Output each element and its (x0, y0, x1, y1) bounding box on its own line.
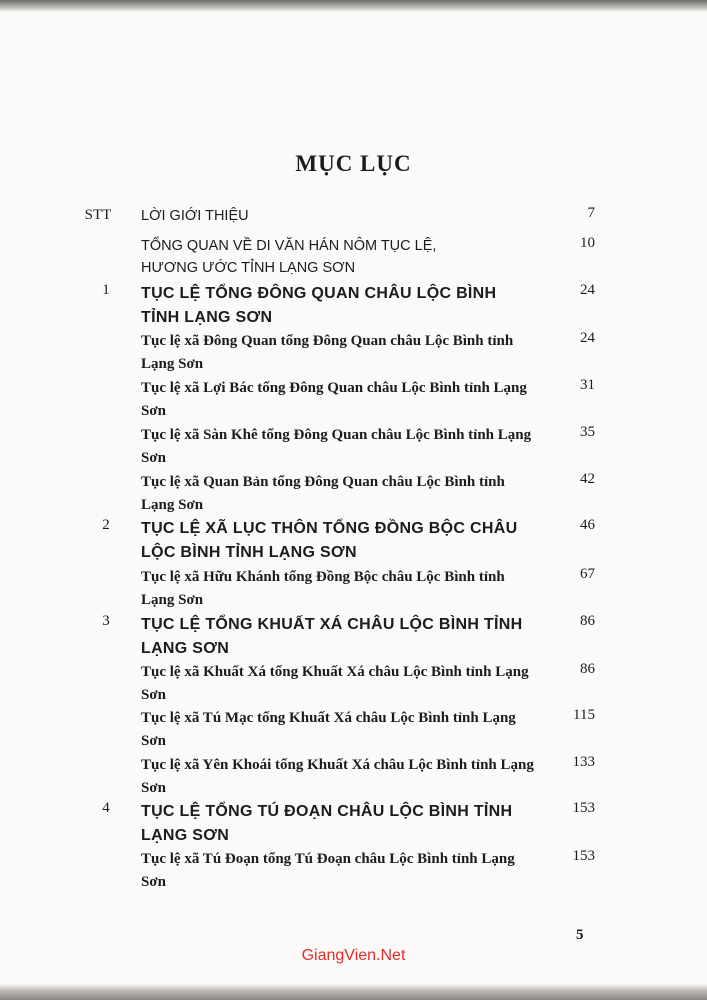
toc-header-stt: STT (84, 207, 112, 223)
toc-entry-page: 86 (580, 661, 595, 677)
page-title: MỤC LỤC (295, 151, 412, 176)
watermark: GiangVien.Net (301, 947, 406, 964)
page-bottom-edge (0, 984, 707, 1000)
toc-entry-page: 46 (580, 517, 595, 533)
toc-entry-number: 3 (102, 613, 110, 629)
toc-entry-page: 31 (580, 377, 595, 393)
toc-entry-page: 115 (573, 707, 595, 723)
toc-entry-title: Tục lệ xã Tú Mạc tổng Khuất Xá châu Lộc Bình tỉnh Lạng Sơn (141, 710, 516, 749)
toc-entry-page: 42 (580, 471, 595, 487)
toc-entry-title: Tục lệ xã Sàn Khê tổng Đông Quan châu Lộc Bình tỉnh Lạng Sơn (141, 427, 532, 466)
toc-entry-page: 24 (580, 282, 595, 298)
toc-entry-page: 7 (587, 205, 595, 221)
toc-entry-page: 153 (572, 800, 595, 816)
toc-entry-title: Tục lệ xã Yên Khoái tổng Khuất Xá châu Lộc Bình tỉnh Lạng Sơn (141, 757, 534, 796)
toc-entry-page: 153 (572, 848, 595, 864)
toc-entry-title: Tục lệ xã Khuất Xá tổng Khuất Xá châu Lộc Bình tỉnh Lạng Sơn (141, 664, 529, 703)
toc-entry-page: 133 (572, 754, 595, 770)
toc-entry-page: 24 (580, 330, 595, 346)
toc-entry-page: 86 (580, 613, 595, 629)
toc-entry-title: Tục lệ xã Quan Bản tổng Đông Quan châu Lộc Bình tỉnh Lạng Sơn (141, 474, 505, 513)
toc-entry-number: 2 (102, 517, 110, 533)
toc-entry-title: Tục lệ xã Đông Quan tổng Đông Quan châu Lộc Bình tỉnh Lạng Sơn (141, 333, 514, 372)
toc-entry-page: 35 (580, 424, 595, 440)
toc-entry-title: TỤC LỆ TỔNG TÚ ĐOẠN CHÂU LỘC BÌNH TỈNH LẠNG SƠN (141, 803, 513, 844)
toc-entry-number: 1 (102, 282, 110, 298)
toc-entry-title: Tục lệ xã Tú Đoạn tổng Tú Đoạn châu Lộc Bình tỉnh Lạng Sơn (141, 851, 515, 890)
page-number: 5 (576, 927, 584, 943)
toc-entry-title: TỔNG QUAN VỀ DI VĂN HÁN NÔM TỤC LỆ, HƯƠNG ƯỚC TỈNH LẠNG SƠN (141, 238, 437, 276)
toc-entry-title: Tục lệ xã Lợi Bác tổng Đông Quan châu Lộc Bình tỉnh Lạng Sơn (141, 380, 527, 419)
toc-entry-title: TỤC LỆ TỔNG ĐÔNG QUAN CHÂU LỘC BÌNH TỈNH LẠNG SƠN (141, 285, 497, 326)
toc-entry-title: TỤC LỆ TỔNG KHUẤT XÁ CHÂU LỘC BÌNH TỈNH LẠNG SƠN (141, 616, 523, 657)
toc-entry-page: 10 (580, 235, 595, 251)
toc-entry-page: 67 (580, 566, 595, 582)
toc-entry-title: Tục lệ xã Hữu Khánh tổng Đồng Bộc châu Lộc Bình tỉnh Lạng Sơn (141, 569, 505, 608)
toc-entry-title: TỤC LỆ XÃ LỤC THÔN TỔNG ĐỒNG BỘC CHÂU LỘC BÌNH TỈNH LẠNG SƠN (141, 520, 518, 561)
toc-entry-number: 4 (102, 800, 110, 816)
toc-entry-title: LỜI GIỚI THIỆU (141, 208, 249, 224)
